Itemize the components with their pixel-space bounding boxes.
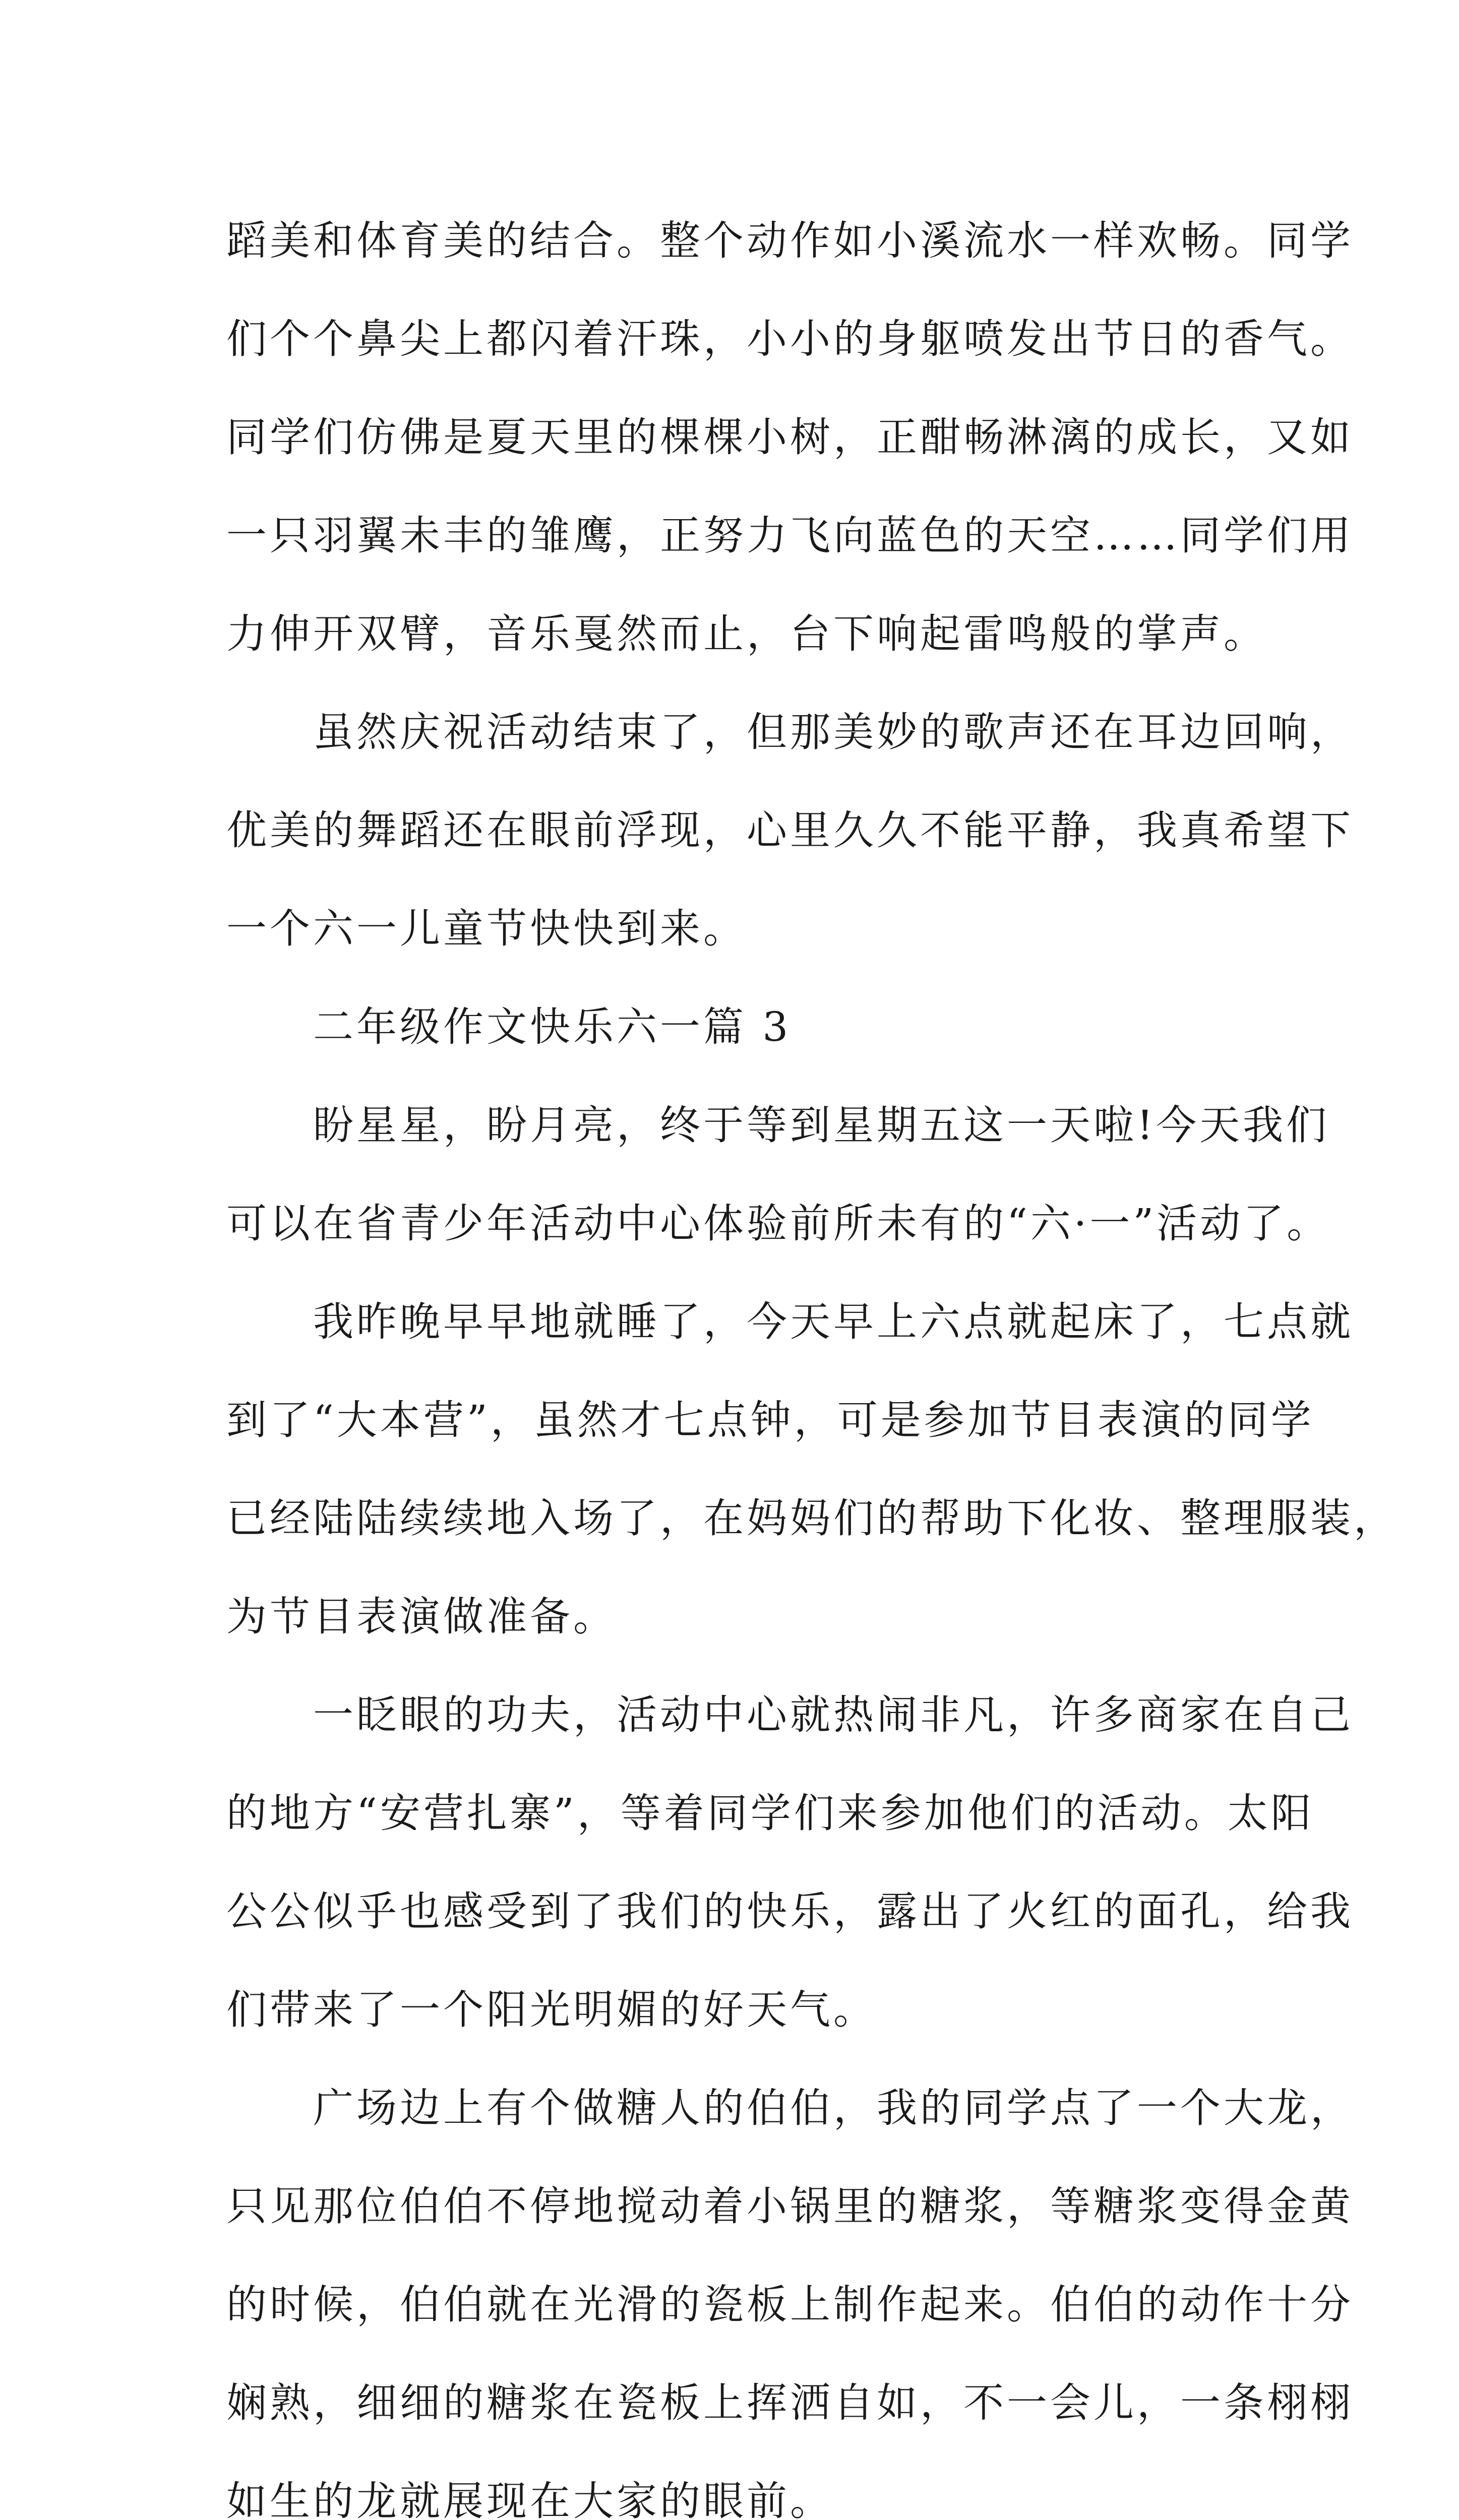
text-line: 的时候，伯伯就在光滑的瓷板上制作起来。伯伯的动作十分 [226, 2281, 1354, 2328]
text-line: 为节目表演做准备。 [226, 1593, 617, 1640]
text-line: 已经陆陆续续地入场了，在妈妈们的帮助下化妆、整理服装， [226, 1495, 1397, 1542]
body-text [226, 192, 1397, 2520]
text-line: 优美的舞蹈还在眼前浮现，心里久久不能平静，我真希望下 [226, 807, 1354, 854]
text-line: 同学们仿佛是夏天里的棵棵小树，正酣畅淋漓的成长，又如 [226, 414, 1354, 461]
text-line: 可以在省青少年活动中心体验前所未有的“六·一”活动了。 [226, 1200, 1330, 1247]
text-line: 们带来了一个阳光明媚的好天气。 [226, 1986, 877, 2033]
paragraph-start-line: 一眨眼的功夫，活动中心就热闹非凡，许多商家在自己 [313, 1691, 1354, 1738]
text-line: 力伸开双臂，音乐戛然而止，台下响起雷鸣般的掌声。 [226, 610, 1267, 657]
text-line: 公公似乎也感受到了我们的快乐，露出了火红的面孔，给我 [226, 1888, 1354, 1935]
section-heading: 二年级作文快乐六一篇 3 [313, 1003, 792, 1050]
text-line: 到了“大本营”，虽然才七点钟，可是参加节目表演的同学 [226, 1397, 1314, 1443]
text-line: 娴熟，细细的糖浆在瓷板上挥洒自如，不一会儿，一条栩栩 [226, 2379, 1354, 2426]
paragraph-start-line: 虽然庆祝活动结束了，但那美妙的歌声还在耳边回响， [313, 709, 1354, 755]
text-line: 们个个鼻尖上都闪着汗珠，小小的身躯喷发出节日的香气。 [226, 316, 1354, 362]
paragraph-start-line: 盼星星，盼月亮，终于等到星期五这一天啦!今天我们 [313, 1102, 1330, 1149]
text-line: 只见那位伯伯不停地搅动着小锅里的糖浆，等糖浆变得金黄 [226, 2183, 1354, 2230]
paragraph-start-line: 广场边上有个做糖人的伯伯，我的同学点了一个大龙， [313, 2085, 1354, 2131]
text-line: 一只羽翼未丰的雏鹰，正努力飞向蓝色的天空……同学们用 [226, 512, 1354, 559]
paragraph-start-line: 我昨晚早早地就睡了，今天早上六点就起床了，七点就 [313, 1298, 1354, 1345]
text-line: 蹈美和体育美的结合。整个动作如小溪流水一样欢畅。同学 [226, 217, 1354, 264]
text-line: 的地方“安营扎寨”，等着同学们来参加他们的活动。太阳 [226, 1790, 1314, 1837]
text-line: 一个六一儿童节快快到来。 [226, 905, 747, 952]
text-line: 如生的龙就展现在大家的眼前。 [226, 2478, 833, 2520]
